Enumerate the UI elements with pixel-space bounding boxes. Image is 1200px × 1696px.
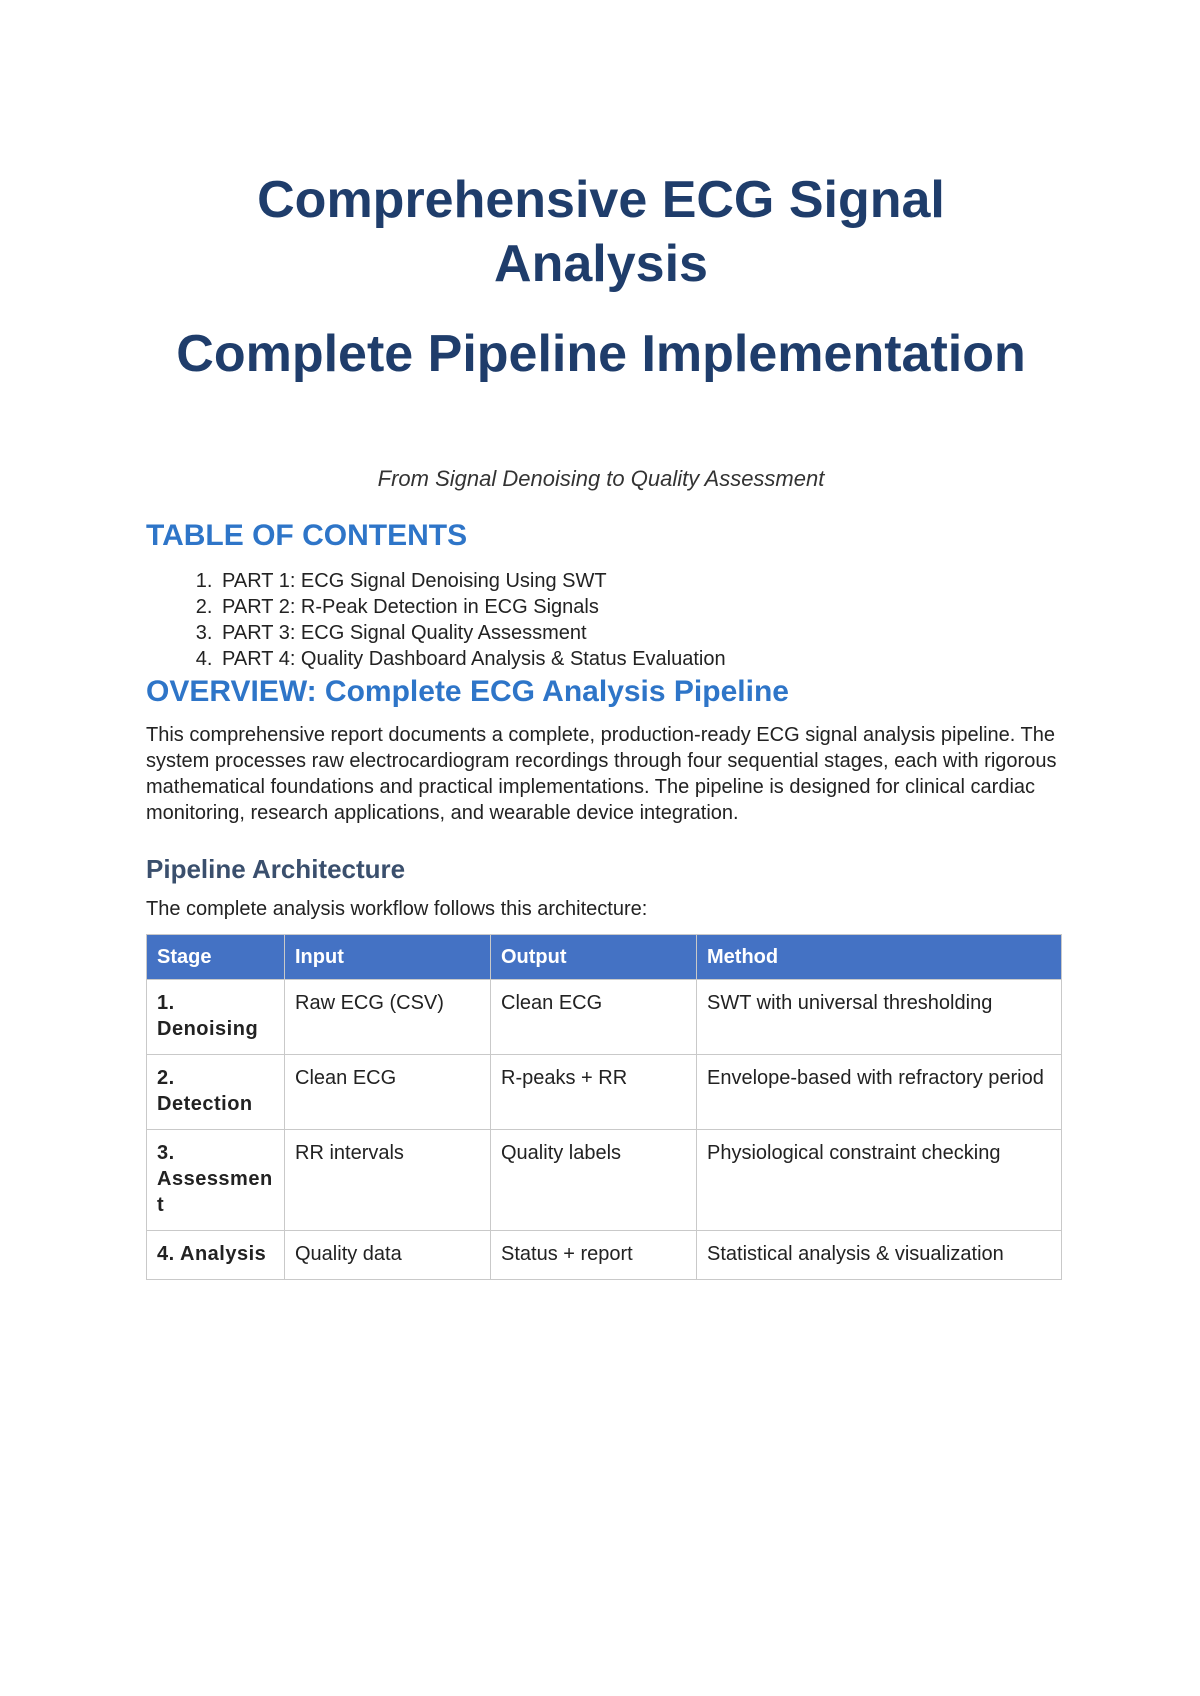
document-tagline: From Signal Denoising to Quality Assessment: [377, 466, 825, 491]
toc-list: [146, 568, 1062, 672]
column-header-input: Input: [285, 935, 491, 980]
table-header-row: [147, 935, 1062, 980]
cell-output: Status + report: [491, 1231, 697, 1280]
cell-output: R-peaks + RR: [491, 1055, 697, 1130]
column-header-method: Method: [697, 935, 1062, 980]
toc-item: 4. PART 4: Quality Dashboard Analysis & Status Evaluation: [218, 646, 1062, 672]
column-header-stage: Stage: [147, 935, 285, 980]
cell-method: Physiological constraint checking: [697, 1130, 1062, 1231]
cell-method: Statistical analysis & visualization: [697, 1231, 1062, 1280]
document-subtitle: Complete Pipeline Implementation: [176, 325, 1026, 383]
table-row: [147, 980, 1062, 1055]
document-title: Comprehensive ECG Signal Analysis: [257, 171, 945, 293]
toc-item: 1. PART 1: ECG Signal Denoising Using SWT: [218, 568, 1062, 594]
cell-stage: 4. Analysis: [147, 1231, 285, 1280]
column-header-output: Output: [491, 935, 697, 980]
toc-item: 3. PART 3: ECG Signal Quality Assessment: [218, 620, 1062, 646]
cell-input: Quality data: [285, 1231, 491, 1280]
cell-method: SWT with universal thresholding: [697, 980, 1062, 1055]
cell-output: Clean ECG: [491, 980, 697, 1055]
cell-stage: 1. Denoising: [147, 980, 285, 1055]
architecture-intro: The complete analysis workflow follows this architecture:: [146, 898, 648, 920]
table-row: [147, 1130, 1062, 1231]
cell-input: RR intervals: [285, 1130, 491, 1231]
toc-item: 2. PART 2: R-Peak Detection in ECG Signals: [218, 594, 1062, 620]
cell-output: Quality labels: [491, 1130, 697, 1231]
architecture-heading: Pipeline Architecture: [146, 854, 406, 884]
table-row: [147, 1055, 1062, 1130]
cell-input: Clean ECG: [285, 1055, 491, 1130]
cell-input: Raw ECG (CSV): [285, 980, 491, 1055]
overview-heading: OVERVIEW: Complete ECG Analysis Pipeline: [146, 675, 789, 708]
cell-method: Envelope-based with refractory period: [697, 1055, 1062, 1130]
toc-heading: TABLE OF CONTENTS: [146, 519, 468, 552]
overview-paragraph: This comprehensive report documents a complete, production-ready ECG signal analysis pipeline. The system processes raw electrocardiogram recordings through four sequential stages, each with rigorous mathematical foundations and practical implementations. The pipeline is designed for clinical cardiac monitoring, research applications, and wearable device integration.: [146, 724, 1057, 824]
pipeline-table: [146, 934, 1062, 1280]
cell-stage: 3. Assessment: [147, 1130, 285, 1231]
cell-stage: 2. Detection: [147, 1055, 285, 1130]
document-body: [146, 516, 1062, 1280]
table-row: [147, 1231, 1062, 1280]
